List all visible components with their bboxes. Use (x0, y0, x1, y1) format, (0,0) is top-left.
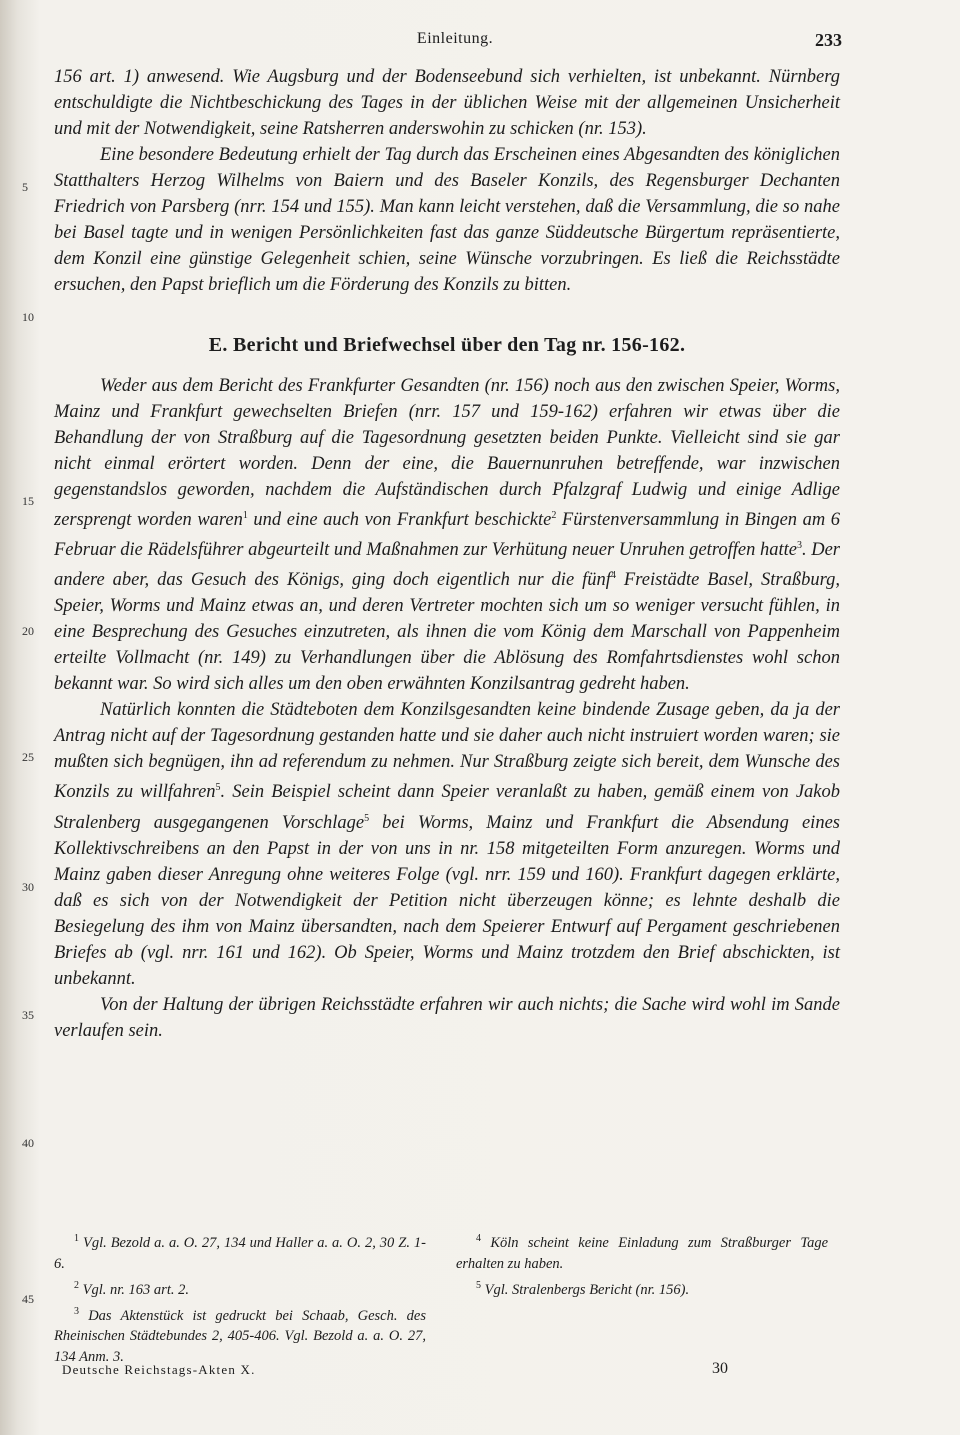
footnote-1 (54, 1228, 426, 1275)
footnote-4 (456, 1228, 828, 1275)
paragraph-4-part-c: bei Worms, Mainz und Frankfurt die Absendung eines Kollektivschreibens an den Papst in der von uns in nr. 158 mitgeteilten Form anzuregen. Worms und Mainz gaben dieser Anregung ohne weiteres Folge (vgl. nrr. 159 und 160). Frankfurt dagegen erklärte, daß es sich von der Notwendigkeit der Petition nicht überzeugen könne; es lehnte deshalb die Besiegelung des ihm von Mainz übersandten, nach dem Speierer Entwurf auf Pergament geschriebenen Briefes ab (vgl. nrr. 161 und 162). Ob Speier, Worms und Mainz trotzdem den Brief abschickten, ist unbekannt. (54, 812, 840, 989)
line-number-40: 40 (22, 1136, 34, 1150)
footnote-2-text: Vgl. nr. 163 art. 2. (82, 1281, 189, 1298)
paragraph-2: Eine besondere Bedeutung erhielt der Tag durch das Erscheinen eines Abgesandten des königlichen Statthalters Herzog Wilhelms von Baiern und des Baseler Konzils, des Regensburger Dechanten Friedrich von Parsberg (nrr. 154 und 155). Man kann leicht verstehen, daß die Versammlung, die so nahe bei Basel tagte und in wenigen Persönlichkeiten fast das ganze Süddeutsche Bürgertum repräsentierte, dem Konzil eine günstige Gelegenheit schien, seine Wünsche vorzubringen. Es ließ die Reichsstädte ersuchen, den Papst brieflich um die Förderung des Konzils zu bitten. (54, 145, 840, 295)
footnote-mark-2: 2 (551, 510, 557, 521)
paragraph-3-part-d: . Der andere aber, das Gesuch des Königs, ging doch eigentlich nur die fünf (54, 540, 840, 591)
paragraph-3-part-e: Freistädte Basel, Straßburg, Speier, Worms und Mainz etwas an, und deren Vertreter mochten sich um so weniger versucht fühlen, in eine Besprechung des Gesuches einzutreten, als ihnen die vom König dem Marschall von Pappenheim erteilte Vollmacht (nr. 149) zu Verhandlungen über die Ablösung des Romfahrtsdienstes wohl schon bekannt war. So wird sich alles um den oben erwähnten Konzilsantrag gedreht haben. (54, 570, 840, 695)
sheet-number: 30 (712, 1360, 728, 1377)
footnotes-left-column (54, 1228, 426, 1368)
footnote-1-mark: 1 (74, 1233, 79, 1244)
footnote-3-text: Das Aktenstück ist gedruckt bei Schaab, Gesch. des Rheinischen Städtebundes 2, 405-406. Vgl. Bezold a. a. O. 27, 134 Anm. 3. (54, 1307, 427, 1366)
main-text (54, 64, 840, 1044)
line-number-25: 25 (22, 750, 34, 764)
footnote-3-mark: 3 (74, 1305, 79, 1317)
running-head-title: Einleitung. (416, 30, 494, 47)
footnote-mark-1: 1 (242, 510, 248, 521)
page-number: 233 (815, 30, 842, 50)
footnote-2 (54, 1275, 426, 1301)
footnotes (54, 1228, 840, 1366)
section-heading: E. Bericht und Briefwechsel über den Tag nr. 156-162. (208, 334, 686, 356)
footnote-mark-4: 4 (610, 570, 616, 582)
paragraph-4 (54, 697, 840, 991)
footnote-mark-5b: 5 (364, 812, 370, 824)
footnote-4-mark: 4 (476, 1233, 481, 1244)
footnote-5-text: Vgl. Stralenbergs Bericht (nr. 156). (484, 1281, 690, 1298)
footnote-mark-3: 3 (796, 540, 802, 552)
paragraph-4-part-a: Natürlich konnten die Städteboten dem Konzilsgesandten keine bindende Zusage geben, da ja der Antrag nicht auf der Tagesordnung gestanden hatte und sie daher auch nicht instruiert worden waren; sie mußten sich begnügen, ihn ad referendum zu nehmen. Nur Straßburg zeigte sich bereit, dem Wunsche des Konzils zu willfahren (54, 700, 840, 803)
line-number-30: 30 (22, 880, 34, 894)
paragraph-5: Von der Haltung der übrigen Reichsstädte erfahren wir auch nichts; die Sache wird wohl im Sande verlaufen sein. (54, 994, 840, 1041)
paragraph-3-part-b: und eine auch von Frankfurt beschickte (247, 510, 552, 531)
footnote-2-mark: 2 (74, 1279, 79, 1291)
line-number-10: 10 (22, 310, 34, 324)
footnote-4-text: Köln scheint keine Einladung zum Straßburger Tage erhalten zu haben. (456, 1234, 828, 1272)
line-number-20: 20 (22, 624, 34, 638)
footnote-5 (456, 1275, 828, 1301)
paragraph-1: 156 art. 1) anwesend. Wie Augsburg und der Bodenseebund sich verhielten, ist unbekannt. Nürnberg entschuldigte die Nichtbeschickung des Tages in der üblichen Weise mit der allgemeinen Unsicherheit und mit der Notwendigkeit, seine Ratsherren anderswohin zu schicken (nr. 153). (54, 67, 840, 139)
footnote-3 (54, 1301, 426, 1369)
paragraph-3-part-a: Weder aus dem Bericht des Frankfurter Gesandten (nr. 156) noch aus den zwischen Speier, Worms, Mainz und Frankfurt gewechselten Briefen (nrr. 157 und 159-162) erfahren wir etwas über die Behandlung der von Straßburg auf die Tagesordnung gesetzten beiden Punkte. Vielleicht sind sie gar nicht einmal erörtert worden. Denn der eine, die Bauernunruhen betreffende, war inzwischen gegenstandslos geworden, nachdem die Aufständischen durch Pfalzgraf Ludwig und einige Adlige zersprengt worden waren (54, 376, 840, 531)
footnotes-right-column (456, 1228, 828, 1301)
line-number-45: 45 (22, 1292, 34, 1306)
paragraph-4-part-b: . Sein Beispiel scheint dann Speier veranlaßt zu haben, gemäß einem von Jakob Stralenberg ausgegangenen Vorschlage (54, 782, 841, 833)
line-number-35: 35 (22, 1008, 34, 1022)
signature-line: Deutsche Reichstags-Akten X. (62, 1362, 256, 1377)
footnote-mark-5a: 5 (215, 782, 221, 794)
footnote-1-text: Vgl. Bezold a. a. O. 27, 134 und Haller a. a. O. 2, 30 Z. 1-6. (54, 1234, 426, 1272)
line-number-15: 15 (22, 494, 34, 508)
footnote-5-mark: 5 (476, 1279, 481, 1291)
paragraph-3-part-c: Fürstenversammlung in Bingen am 6 Februar die Rädelsführer abgeurteilt und Maßnahmen zur Verhütung neuer Unruhen getroffen hatte (54, 510, 840, 561)
line-number-5: 5 (22, 180, 28, 194)
paragraph-3 (54, 373, 840, 697)
running-head (60, 30, 850, 56)
